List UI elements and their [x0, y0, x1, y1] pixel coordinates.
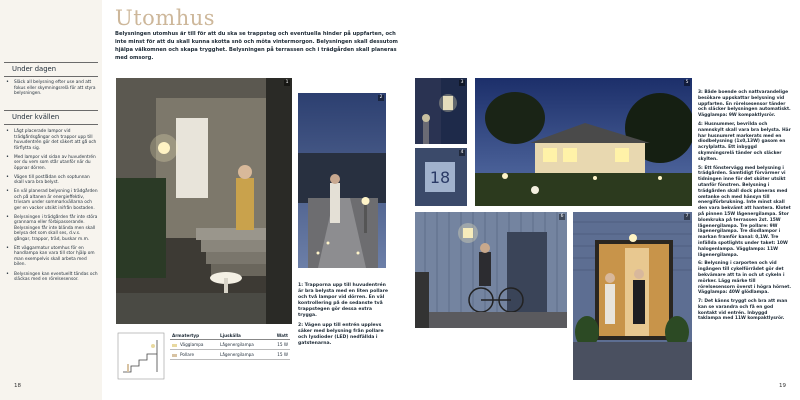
list-item: • Släck all belysning efter use and att fokus eller skymningsrelä för att styra belysningen.: [6, 80, 98, 97]
photo-house-entrance: [116, 78, 292, 324]
house-number-text: 18: [429, 168, 451, 187]
table-row: [170, 350, 290, 360]
table-cell: 15 W: [269, 350, 290, 360]
page-number-right: 19: [779, 383, 786, 389]
divider: [4, 76, 98, 77]
table-cell: Lågenergilampa: [218, 340, 269, 350]
photo-number: 2: [379, 95, 383, 100]
evening-tips-list: [6, 129, 98, 286]
stair-diagram: [117, 332, 165, 380]
divider: [4, 62, 98, 63]
captions-right: [698, 90, 792, 325]
photo-house-number: [415, 148, 467, 206]
lamp-table: [170, 331, 290, 360]
table-header-row: [170, 331, 290, 340]
photo-number: 6: [560, 214, 564, 219]
table-header: Ljuskälla: [218, 331, 269, 340]
table-cell: Pollare: [170, 350, 218, 360]
list-item: • Vägen till postlådan och soptunnan skall vara bra belyst.: [6, 175, 98, 186]
wall-lamp-swatch: [172, 344, 177, 347]
divider: [4, 110, 98, 111]
table-row: [170, 340, 290, 350]
caption-5: 5: Ett fönstervägg med belysning i trädgården. Samtidigt förvärmer vi tidningen inne för det sköter utsikt utanför fönstren. Belysning i trädgården skall dock planeras med omtanke och med hänsyn till energiförbrukning. Inte minst skall den vara bekvämt att hantera. Klotet på pinnen 15W lågenergilampa. Stor blomkruka på terrassen 2st. 15W lågenergilampa. Tre pollare: 9W lågenergilampa. Tre diodlampor i markan framför kanal: 0,1W. Tre infällda spotlights under taket: 10W halogenlampa. Vägglampa: 11W lågenergilampa.: [698, 165, 791, 258]
photo-wall-lamp: [415, 78, 467, 144]
photo-number: 1: [285, 80, 289, 85]
list-item: • Med lampor vid sidan av huvudentrén ser du vem som står utanför när du öppnar dörren.: [6, 155, 98, 172]
photo-couple-entrance: [573, 212, 692, 380]
table-cell: 15 W: [269, 340, 290, 350]
photo-number: 7: [685, 214, 689, 219]
section-heading-day: Under dagen: [12, 65, 57, 73]
photo-number: 5: [685, 80, 689, 85]
caption-6: 6: Belysning i carporten och vid ingången till cykelförrådet gör det bekvämare att ta in och ut cykeln i mörker. Lägg märke till rörelsesensorn överst i högra hörnet. Vägglampa: 40W glödlampa.: [698, 261, 792, 296]
caption-4: 4: Husnummer, bevrilda och namnskylt skall vara bra belysta. Här har husnumret markerats med en diodbelysning (1x0,13W) gasom en acrylplatta. Ett inbyggd skymningsrelä tänder och släcker skylten.: [698, 121, 791, 162]
photo-number: 3: [460, 80, 464, 85]
page-number-left: 18: [14, 383, 21, 389]
photo-driveway: [298, 93, 386, 268]
table-cell: Lågenergilampa: [218, 350, 269, 360]
list-item: • Lågt placerade lampor vid trädgårdsgångar och trappor upp till huvudentrén gör det säkert att gå och förflytta sig.: [6, 129, 98, 151]
section-heading-evening: Under kvällen: [12, 113, 60, 121]
day-tips-list: [6, 80, 98, 100]
intro-text: Belysningen utomhus är till för att du ska se trappsteg och eventuella hinder på uppfarten, och inte minst för att du skall kunna skotta snö och môta vintermorgon. Belysningen skall dessutom hjälpa välkomnen och skapa trygghet. Belysningen på terrassen och i trädgården skall planeras med omsorg.: [115, 31, 398, 61]
list-item: • En väl planerad belysning i trädgården och på altanen är energieffektiv, trivsam under sommarkvällarna och ger en vacker utsikt inifrån bostaden.: [6, 189, 98, 211]
photo-lit-house: [475, 78, 692, 206]
table-cell: Vägglampa: [170, 340, 218, 350]
caption-3: 3: Både boende och nattvarandelige besökare uppskattar belysning vid uppfarten. En rörelsesensor tänder och släcker belysningen automatiskt. Vägglampa: 9W kompaktlysrör.: [698, 90, 791, 119]
table-header: Watt: [269, 331, 290, 340]
table-header: Armatertyp: [170, 331, 218, 340]
divider: [4, 124, 98, 125]
list-item: • Ett väggarmatur utomhus för en handlampa kan vara till stor hjälp om man exempelvis skall arbeta med bilen.: [6, 246, 98, 268]
caption-7: 7: Det känns tryggt och bra att man kan se varandra och få en god kontakt vid entrén. Inbyggd taklampa med 11W kompaktlysrör.: [698, 299, 788, 322]
caption-2: 2: Vägen upp till entrén upplevs säker med belysning från pollare och lysdioder (LED) nedfällda i gatstenarna.: [298, 322, 384, 346]
list-item: • Belysningen kan eventuellt tändas och släckas med en rörelsesensor.: [6, 272, 98, 283]
photo-number: 4: [460, 150, 464, 155]
photo-bicycle: [415, 212, 567, 328]
caption-1: 1: Trapporna upp till huvudentrén är bra belysta med en liten pollare och två lampor vid dörren. En väl kontrollering på de sedanste två trappstegen gör dessa extra trygga.: [298, 283, 388, 319]
page-title: Utomhus: [115, 6, 216, 30]
bollard-swatch: [172, 354, 177, 357]
right-page: [400, 0, 800, 400]
list-item: • Belysningen i trädgården får inte störa grannarna eller förbipasserande. Belysningen får inte blända men skall belysa det som skall ses, d.v.s. gångar, trappor, träd, buskar m.m.: [6, 215, 98, 243]
caption-1-2: [298, 283, 390, 350]
